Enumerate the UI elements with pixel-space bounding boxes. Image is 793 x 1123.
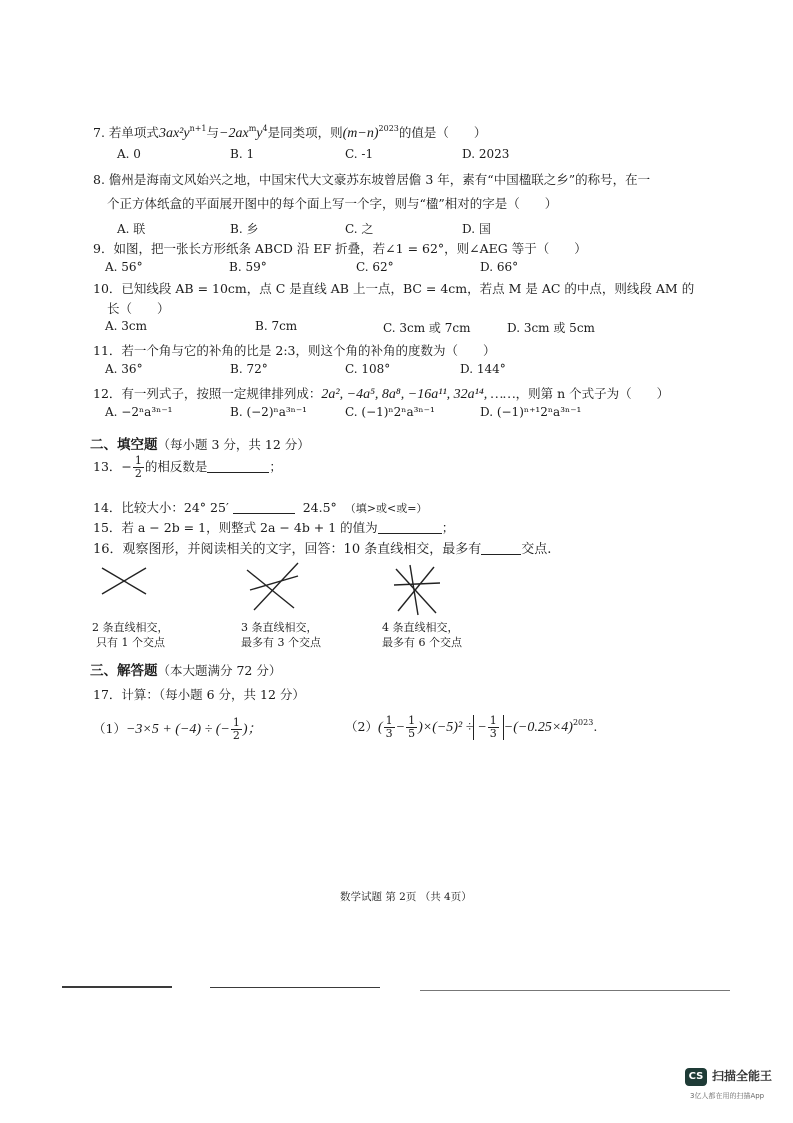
fraction: $\frac{1}{3}$ [489, 714, 497, 740]
answer-blank[interactable] [378, 521, 442, 534]
section-title: 二、填空题 [90, 437, 158, 453]
q12-option-a: A. −2ⁿa³ⁿ⁻¹ [105, 405, 173, 419]
q12-option-d: D. (−1)ⁿ⁺¹2ⁿa³ⁿ⁻¹ [480, 405, 582, 419]
line-3 [394, 583, 440, 585]
q11-option-c: C. 108° [345, 362, 391, 376]
question-9: 9．如图，把一张长方形纸条 ABCD 沿 EF 折叠，若∠1 = 62°，则∠AEG 等于（ ） [93, 241, 587, 256]
answer-blank[interactable] [207, 460, 269, 473]
section-title: 三、解答题 [90, 663, 158, 679]
q8-option-a: A. 联 [117, 222, 146, 236]
q7-option-c: C. -1 [345, 147, 374, 161]
question-8-line-2: 个正方体纸盒的平面展开图中的每个面上写一个字，则与“楹”相对的字是（ ） [107, 196, 558, 211]
figure-caption-3: 4 条直线相交， 最多有 6 个交点 [382, 621, 462, 649]
q8-option-d: D. 国 [462, 222, 491, 236]
q11-option-a: A. 36° [105, 362, 143, 376]
q10-option-a: A. 3cm [105, 319, 148, 333]
fraction: $\frac{1}{2}$ [134, 454, 142, 480]
camscanner-name: 扫描全能王 [712, 1069, 773, 1083]
question-11: 11．若一个角与它的补角的比是 2:3，则这个角的补角的度数为（ ） [93, 343, 496, 358]
q8-option-c: C. 之 [345, 222, 374, 236]
q7-option-b: B. 1 [230, 147, 255, 161]
fraction: $\frac{1}{3}$ [385, 714, 393, 740]
answer-blank[interactable] [481, 542, 521, 555]
line-4 [410, 565, 418, 615]
q7-option-d: D. 2023 [462, 147, 510, 161]
scan-edge-line [420, 990, 730, 991]
question-10-line-1: 10．已知线段 AB = 10cm，点 C 是直线 AB 上一点，BC = 4cm，若点 M 是 AC 的中点，则线段 AM 的 [93, 281, 695, 296]
question-7: 7. 若单项式$3ax^2y^{n+1}$与$-2ax^my^4$是同类项，则$(m-n)^{2023}$的值是（ ） [93, 124, 487, 141]
question-14: 14．比较大小：24° 25′ 24.5° （填>或<或=） [93, 500, 428, 515]
camscanner-logo-icon: CS [685, 1068, 707, 1086]
question-10-line-2: 长（ ） [107, 301, 170, 316]
camscanner-tagline: 3亿人都在用的扫描App [690, 1092, 765, 1100]
answer-blank[interactable] [233, 501, 295, 514]
q8-option-b: B. 乡 [230, 222, 259, 236]
q10-option-d: D. 3cm 或 5cm [507, 321, 595, 335]
q12-option-c: C. (−1)ⁿ2ⁿa³ⁿ⁻¹ [345, 405, 435, 419]
q7-option-a: A. 0 [117, 147, 141, 161]
question-17-part-1: （1）−3×5 + (−4) ÷ (− $\frac{1}{2}$ )； [93, 716, 262, 742]
section-2-heading: 二、填空题（每小题 3 分，共 12 分） [90, 437, 310, 453]
scan-edge-line [62, 986, 172, 988]
q9-option-a: A. 56° [105, 260, 143, 274]
question-8-line-1: 8. 儋州是海南文风始兴之地，中国宋代大文豪苏东坡曾居儋 3 年，素有“中国楹联之乡”的称号，在一 [93, 172, 651, 187]
question-13: 13．− $\frac{1}{2}$ 的相反数是 ； [93, 454, 282, 480]
fraction: $\frac{1}{5}$ [408, 714, 416, 740]
scan-edge-line [210, 987, 380, 988]
absolute-value: − $\frac{1}{3}$ [473, 715, 503, 740]
q11-option-b: B. 72° [230, 362, 268, 376]
q12-option-b: B. (−2)ⁿa³ⁿ⁻¹ [230, 405, 307, 419]
question-15: 15．若 a − 2b = 1，则整式 2a − 4b + 1 的值为 ； [93, 520, 455, 535]
q10-option-c: C. 3cm 或 7cm [383, 321, 471, 335]
q9-option-c: C. 62° [356, 260, 394, 274]
q10-option-b: B. 7cm [255, 319, 298, 333]
figure-3-lines [244, 560, 300, 612]
question-17-part-2: （2）( $\frac{1}{3}$ − $\frac{1}{5}$ )×(−5)² ÷ − $\frac{1}{3}$ $-(-0.25\times 4)^{2023}$. [345, 714, 598, 740]
section-3-heading: 三、解答题（本大题满分 72 分） [90, 663, 282, 679]
q9-option-d: D. 66° [480, 260, 519, 274]
sequence-expression: 2a², −4a⁵, 8a⁸, −16a¹¹, 32a¹⁴, …… [321, 387, 516, 402]
question-16: 16．观察图形，并阅读相关的文字，回答：10 条直线相交，最多有 交点. [93, 542, 552, 557]
question-12: 12．有一列式子，按照一定规律排列成：2a², −4a⁵, 8a⁸, −16a¹¹, 32a¹⁴, ……，则第 n 个式子为（ ） [93, 386, 670, 402]
figure-2-lines [100, 566, 148, 596]
question-17-title: 17．计算：（每小题 6 分，共 12 分） [93, 687, 305, 702]
figure-4-lines [392, 563, 442, 617]
question-number: 7. [93, 125, 105, 140]
q11-option-d: D. 144° [460, 362, 506, 376]
figure-caption-1: 2 条直线相交， 只有 1 个交点 [92, 621, 169, 649]
fraction: $\frac{1}{2}$ [232, 716, 240, 742]
page-footer: 数学试题 第 2页 （共 4页） [340, 891, 472, 903]
figure-caption-2: 3 条直线相交， 最多有 3 个交点 [241, 621, 321, 649]
q9-option-b: B. 59° [229, 260, 267, 274]
